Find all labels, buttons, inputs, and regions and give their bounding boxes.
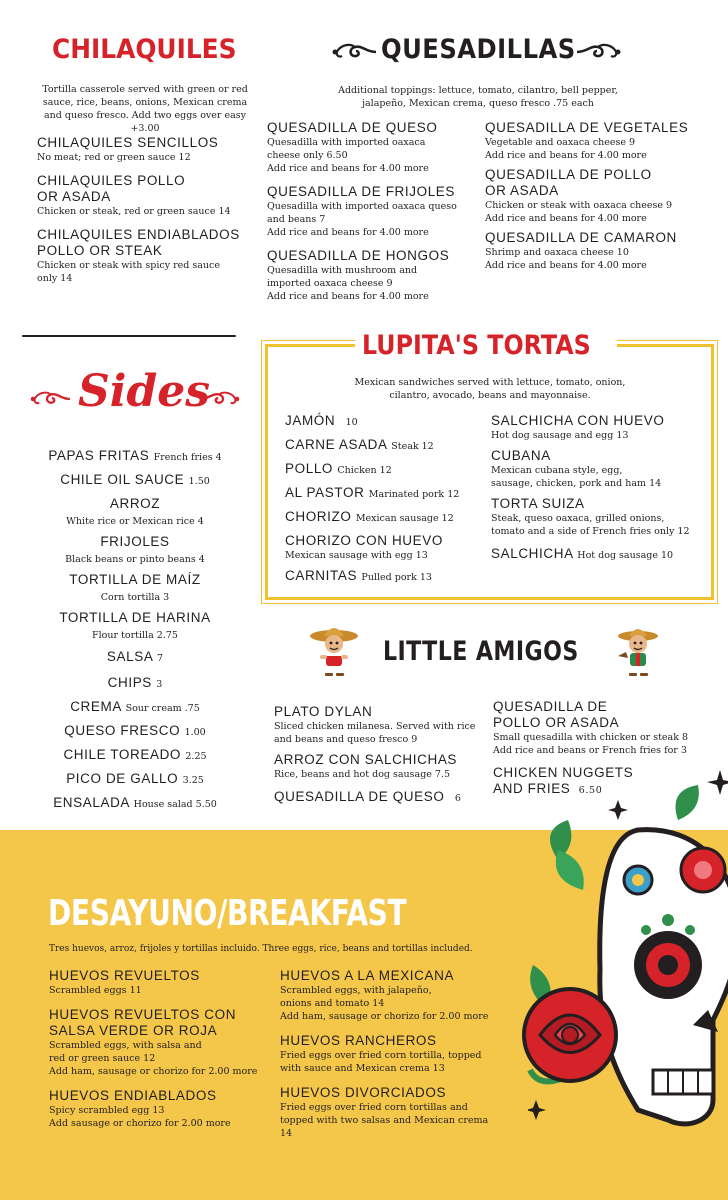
menu-item: QUESADILLA DE POLLO OR ASADA Chicken or steak with oaxaca cheese 9 Add rice and beans for 4.00 more xyxy=(485,167,673,224)
side-item: CHILE OIL SAUCE 1.50 xyxy=(60,472,210,487)
star-icon xyxy=(707,770,728,795)
menu-item: QUESADILLA DE QUESO Quesadilla with imported oaxaca cheese only 6.50 Add rice and beans for 4.00 more xyxy=(267,120,438,174)
menu-item: SALCHICHA CON HUEVO Hot dog sausage and egg 13 xyxy=(491,413,665,441)
menu-item: JAMÓN 10 xyxy=(285,413,358,428)
flourish-icon xyxy=(575,42,621,62)
menu-item: HUEVOS A LA MEXICANA Scrambled eggs, with jalapeño, onions and tomato 14 Add ham, sausage or chorizo for 2.00 more xyxy=(280,968,489,1022)
menu-item: QUESADILLA DE QUESO 6 xyxy=(274,789,461,804)
menu-item: CHILAQUILES POLLO OR ASADA Chicken or steak, red or green sauce 14 xyxy=(37,173,231,217)
menu-item: CARNITAS Pulled pork 13 xyxy=(285,568,432,583)
tortas-title: LUPITA'S TORTAS xyxy=(362,330,591,361)
flourish-icon xyxy=(198,390,240,408)
side-item-desc: Flour tortilla 2.75 xyxy=(92,630,178,641)
section-divider xyxy=(22,335,236,337)
breakfast-left xyxy=(49,968,274,1130)
menu-item: QUESADILLA DE FRIJOLES Quesadilla with imported oaxaca queso and beans 7 Add rice and beans for 4.00 more xyxy=(267,184,457,238)
side-item: CHIPS 3 xyxy=(107,675,163,690)
side-item: SALSA 7 xyxy=(106,649,164,664)
menu-item-desc: Mexican sausage with egg 13 xyxy=(285,550,428,561)
menu-item: QUESADILLA DE POLLO OR ASADA Small quesadilla with chicken or steak 8 Add rice and beans or French fries for 3 xyxy=(493,699,689,756)
side-item: CREMA Sour cream .75 xyxy=(70,699,200,714)
menu-item: CHILAQUILES ENDIABLADOS POLLO OR STEAK Chicken or steak with spicy red sauce only 14 xyxy=(37,227,240,284)
side-item: PAPAS FRITAS French fries 4 xyxy=(48,448,222,463)
tortas-intro: Mexican sandwiches served with lettuce, tomato, onion, cilantro, avocado, beans and mayonnaise. xyxy=(354,377,626,401)
sides-title: Sides xyxy=(78,366,211,417)
menu-item: CHORIZO Mexican sausage 12 xyxy=(285,509,454,524)
menu-item: CARNE ASADA Steak 12 xyxy=(285,437,434,452)
menu-item: POLLO Chicken 12 xyxy=(285,461,392,476)
side-item: QUESO FRESCO 1.00 xyxy=(64,723,206,738)
menu-item: SALCHICHA Hot dog sausage 10 xyxy=(491,546,674,561)
side-item: TORTILLA DE HARINA xyxy=(59,610,211,625)
side-item: ENSALADA House salad 5.50 xyxy=(53,795,217,810)
menu-item: QUESADILLA DE VEGETALES Vegetable and oaxaca cheese 9 Add rice and beans for 4.00 more xyxy=(485,120,689,161)
mariachi-kid-icon xyxy=(610,622,666,678)
quesadillas-title: QUESADILLAS xyxy=(381,34,576,65)
amigos-left xyxy=(274,704,484,807)
menu-item: CHORIZO CON HUEVO xyxy=(285,533,443,548)
tortas-left xyxy=(285,413,485,586)
menu-item: QUESADILLA DE CAMARON Shrimp and oaxaca cheese 10 Add rice and beans for 4.00 more xyxy=(485,230,677,271)
sides-list xyxy=(10,447,260,814)
chilaquiles-title: CHILAQUILES xyxy=(52,34,237,65)
quesadillas-right xyxy=(485,120,710,272)
chilaquiles-intro: Tortilla casserole served with green or red sauce, rice, beans, onions, Mexican crema and queso fresco. Add two eggs over easy +3.00 xyxy=(42,84,248,134)
quesadillas-left xyxy=(267,120,477,303)
menu-item: HUEVOS DIVORCIADOS Fried eggs over fried corn tortillas and topped with two salsas and Mexican crema 14 xyxy=(280,1085,489,1139)
menu-item: HUEVOS REVUELTOS Scrambled eggs 11 xyxy=(49,968,200,996)
menu-item: ARROZ CON SALCHICHAS Rice, beans and hot dog sausage 7.5 xyxy=(274,752,458,780)
menu-item: AL PASTOR Marinated pork 12 xyxy=(285,485,460,500)
menu-item: CHILAQUILES SENCILLOS No meat; red or green sauce 12 xyxy=(37,135,219,163)
menu-item: CUBANA Mexican cubana style, egg, sausage, chicken, pork and ham 14 xyxy=(491,448,662,489)
side-item: CHILE TOREADO 2.25 xyxy=(63,747,207,762)
side-item: FRIJOLES xyxy=(100,534,170,549)
side-item-desc: White rice or Mexican rice 4 xyxy=(66,516,204,527)
amigos-title: LITTLE AMIGOS xyxy=(383,636,579,667)
side-item: TORTILLA DE MAÍZ xyxy=(69,572,201,587)
rose-icon xyxy=(510,975,630,1095)
side-item: PICO DE GALLO 3.25 xyxy=(66,771,204,786)
flourish-icon xyxy=(30,390,72,408)
menu-item: HUEVOS RANCHEROS Fried eggs over fried corn tortilla, topped with sauce and Mexican crema 13 xyxy=(280,1033,482,1074)
breakfast-right xyxy=(280,968,505,1140)
menu-item: TORTA SUIZA Steak, queso oaxaca, grilled onions, tomato and a side of French fries only 12 xyxy=(491,496,690,537)
menu-item: HUEVOS ENDIABLADOS Spicy scrambled egg 13 Add sausage or chorizo for 2.00 more xyxy=(49,1088,231,1129)
breakfast-intro: Tres huevos, arroz, frijoles y tortillas incluido. Three eggs, rice, beans and tortillas included. xyxy=(49,944,473,954)
breakfast-title: DESAYUNO/BREAKFAST xyxy=(48,893,407,934)
mariachi-kid-icon xyxy=(306,622,362,678)
menu-item: HUEVOS REVUELTOS CON SALSA VERDE OR ROJA Scrambled eggs, with salsa and red or green sauce 12 Add ham, sausage or chorizo for 2.00 more xyxy=(49,1007,258,1077)
menu-item: PLATO DYLAN Sliced chicken milanesa. Served with rice and beans and queso fresco 9 xyxy=(274,704,476,745)
chilaquiles-list xyxy=(37,135,255,285)
menu-item: QUESADILLA DE HONGOS Quesadilla with mushroom and imported oaxaca cheese 9 Add rice and beans for 4.00 more xyxy=(267,248,450,302)
side-item-desc: Black beans or pinto beans 4 xyxy=(65,554,205,565)
side-item: ARROZ xyxy=(109,496,161,511)
flourish-icon xyxy=(332,42,378,62)
side-item-desc: Corn tortilla 3 xyxy=(100,592,170,603)
tortas-right xyxy=(491,413,706,564)
quesadillas-intro: Additional toppings: lettuce, tomato, cilantro, bell pepper, jalapeño, Mexican crema, queso fresco .75 each xyxy=(338,85,618,109)
menu-item: CHICKEN NUGGETS AND FRIES 6.50 xyxy=(493,765,634,796)
